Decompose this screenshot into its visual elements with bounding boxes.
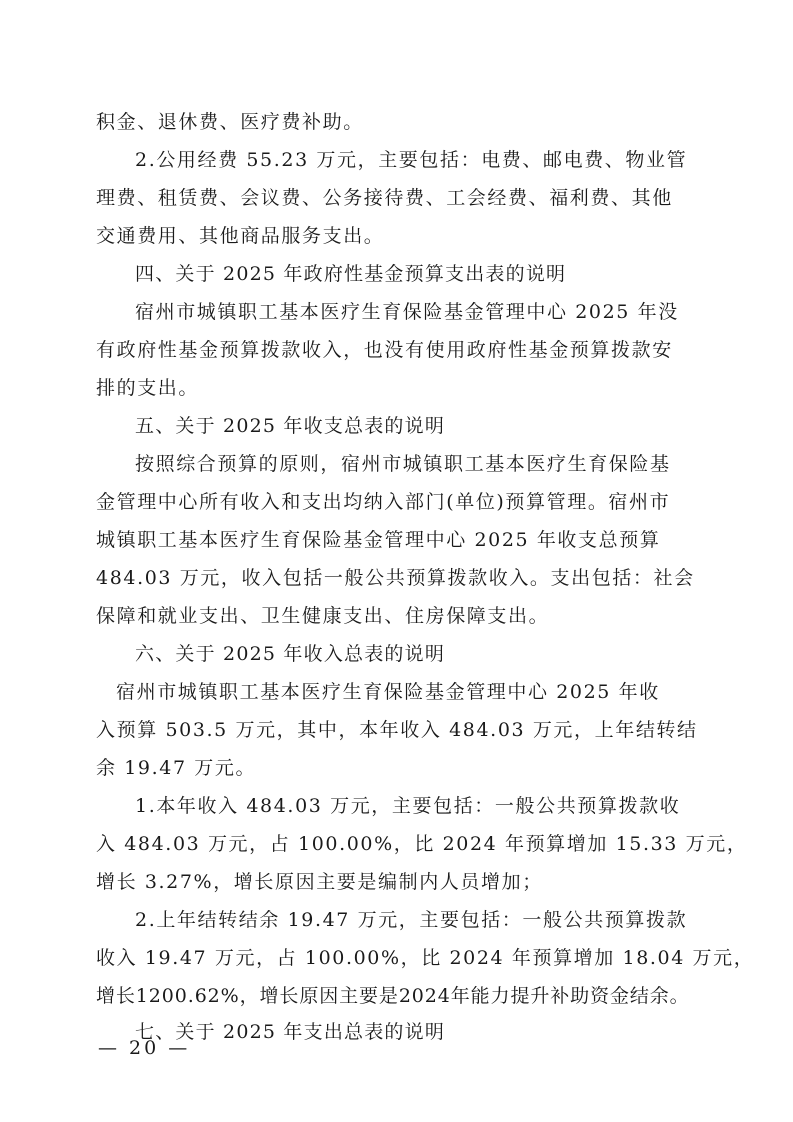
body-text-line: 1.本年收入 484.03 万元，主要包括：一般公共预算拨款收 bbox=[135, 795, 681, 817]
section-heading: 六、关于 2025 年收入总表的说明 bbox=[135, 643, 446, 665]
body-text-line: 宿州市城镇职工基本医疗生育保险基金管理中心 2025 年没 bbox=[135, 301, 679, 323]
body-text-line: 有政府性基金预算拨款收入，也没有使用政府性基金预算拨款安 bbox=[96, 339, 673, 361]
body-text-line: 排的支出。 bbox=[96, 377, 200, 399]
body-text-line: 入预算 503.5 万元，其中，本年收入 484.03 万元，上年结转结 bbox=[96, 719, 698, 741]
body-text-line: 增长 3.27%，增长原因主要是编制内人员增加； bbox=[96, 871, 543, 893]
section-heading: 五、关于 2025 年收支总表的说明 bbox=[135, 415, 446, 437]
body-text-line: 入 484.03 万元，占 100.00%，比 2024 年预算增加 15.33 万元， bbox=[96, 833, 748, 855]
body-text-line: 金管理中心所有收入和支出均纳入部门(单位)预算管理。宿州市 bbox=[96, 491, 671, 513]
section-heading: 四、关于 2025 年政府性基金预算支出表的说明 bbox=[135, 263, 567, 285]
body-text-line: 城镇职工基本医疗生育保险基金管理中心 2025 年收支总预算 bbox=[96, 529, 661, 551]
body-text-line: 宿州市城镇职工基本医疗生育保险基金管理中心 2025 年收 bbox=[116, 681, 660, 703]
body-text-line: 2.公用经费 55.23 万元，主要包括：电费、邮电费、物业管 bbox=[135, 149, 688, 171]
body-text-line: 2.上年结转结余 19.47 万元，主要包括：一般公共预算拨款 bbox=[135, 909, 688, 931]
body-text-line: 交通费用、其他商品服务支出。 bbox=[96, 225, 385, 247]
section-heading: 七、关于 2025 年支出总表的说明 bbox=[135, 1021, 446, 1043]
body-text-line: 保障和就业支出、卫生健康支出、住房保障支出。 bbox=[96, 605, 550, 627]
body-text-line: 按照综合预算的原则，宿州市城镇职工基本医疗生育保险基 bbox=[135, 453, 671, 475]
page-number: — 20 — bbox=[98, 1037, 191, 1059]
body-text-line: 收入 19.47 万元，占 100.00%，比 2024 年预算增加 18.04 万元， bbox=[96, 947, 755, 969]
body-text-line: 余 19.47 万元。 bbox=[96, 757, 257, 779]
body-text-line: 增长1200.62%，增长原因主要是2024年能力提升补助资金结余。 bbox=[96, 985, 690, 1007]
body-text-line: 积金、退休费、医疗费补助。 bbox=[96, 111, 364, 133]
body-text-line: 理费、租赁费、会议费、公务接待费、工会经费、福利费、其他 bbox=[96, 187, 673, 209]
body-text-line: 484.03 万元，收入包括一般公共预算拨款收入。支出包括：社会 bbox=[96, 567, 695, 589]
